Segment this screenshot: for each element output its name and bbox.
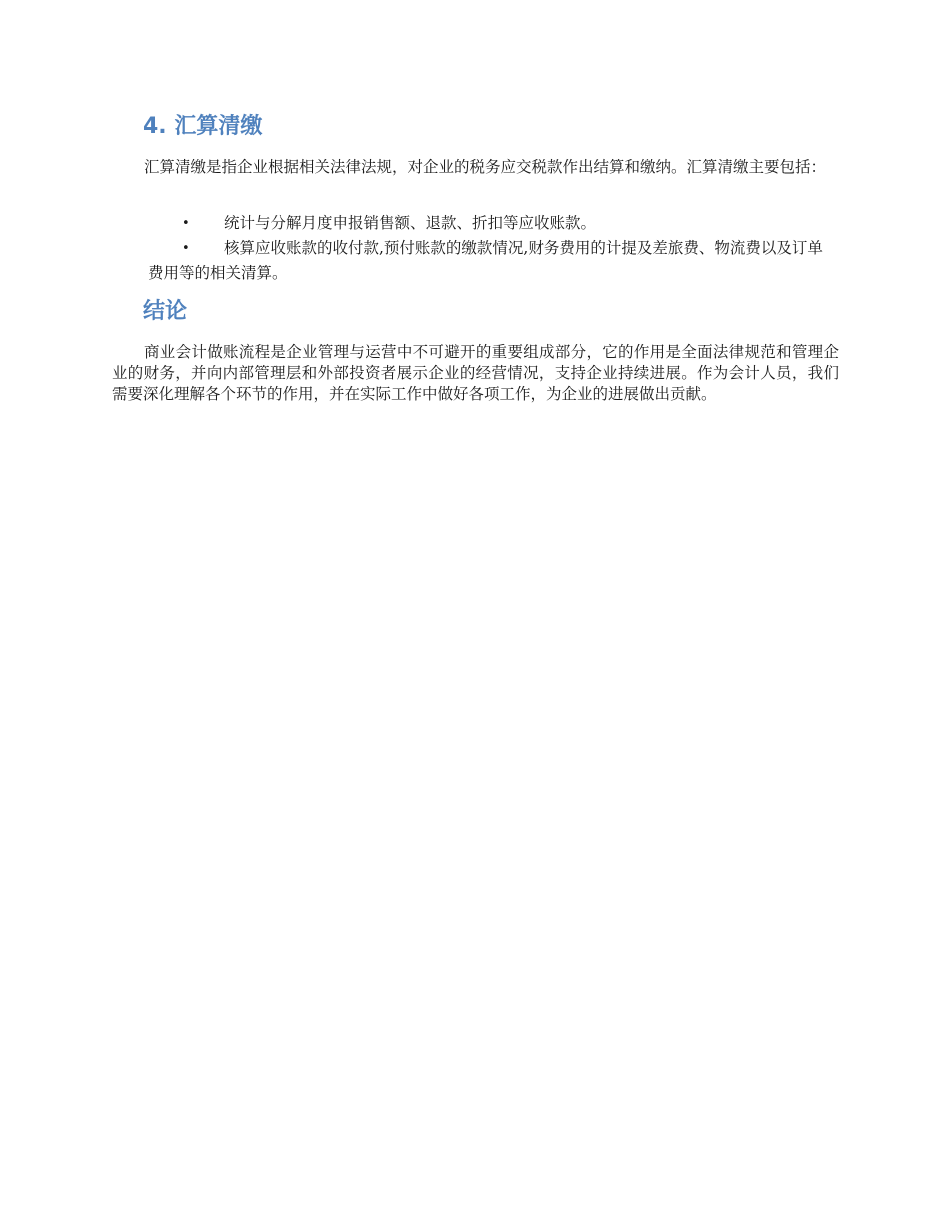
section-heading-settlement: 4. 汇算清缴: [143, 114, 263, 139]
bullet-icon: •: [182, 241, 190, 256]
bullet-icon: •: [182, 216, 190, 231]
bullet-text: 核算应收账款的收付款,预付账款的缴款情况,财务费用的计提及差旅费、物流费以及订单费用等的相关清算。: [148, 239, 823, 282]
bullet-item: [148, 211, 838, 236]
settlement-intro-paragraph: 汇算清缴是指企业根据相关法律法规，对企业的税务应交税款作出结算和缴纳。汇算清缴主要包括：: [144, 158, 827, 176]
section-heading-conclusion: 结论: [143, 299, 188, 324]
bullet-item: [148, 236, 838, 286]
conclusion-paragraph: 商业会计做账流程是企业管理与运营中不可避开的重要组成部分，它的作用是全面法律规范和管理企业的财务，并向内部管理层和外部投资者展示企业的经营情况，支持企业持续进展。作为会计人员，我们需要深化理解各个环节的作用，并在实际工作中做好各项工作，为企业的进展做出贡献。: [112, 343, 839, 403]
bullet-text: 统计与分解月度申报销售额、退款、折扣等应收账款。: [224, 214, 597, 232]
